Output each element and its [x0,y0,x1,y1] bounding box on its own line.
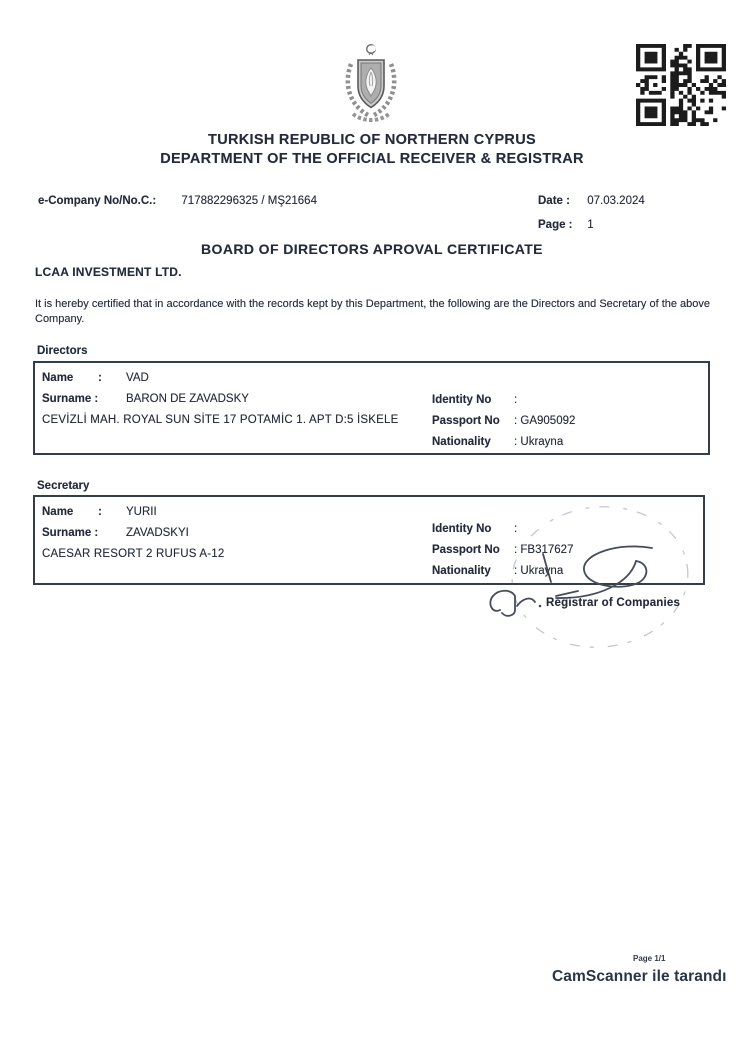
registrar-of-companies-label: Registrar of Companies [546,597,681,609]
directors-name-row [42,368,399,389]
date-value: 07.03.2024 [587,195,645,207]
surname-value: BARON DE ZAVADSKY [126,393,249,405]
date-row [538,195,645,207]
identity-value: : [514,394,518,406]
name-value: VAD [126,372,149,384]
name-colon: : [98,506,102,518]
name-value: YURII [126,506,157,518]
document-header [0,131,744,168]
name-label: Name [42,506,74,518]
secretary-name-row [42,502,224,523]
qr-code-icon [636,44,726,126]
nationality-value: : Ukrayna [514,436,564,448]
directors-passport-row [432,411,575,432]
identity-label: Identity No [432,394,492,406]
registrar-stamp-and-signature [460,490,744,670]
certification-text: It is hereby certified that in accordance with the records kept by this Department, the following are the Directors and Secretary of the above Company. [35,298,711,325]
page-indicator: Page 1/1 [633,954,666,963]
coat-of-arms-icon [341,42,401,128]
directors-identity-row [432,390,575,411]
secretary-left-column [42,502,224,565]
company-number-label: e-Company No/No.C.: [38,195,157,207]
nationality-label: Nationality [432,565,491,577]
nationality-value: : Ukrayna [514,565,564,577]
nationality-label: Nationality [432,436,491,448]
secretary-section-label: Secretary [37,480,90,492]
passport-label: Passport No [432,415,500,427]
page-row [538,219,594,231]
directors-nationality-row [432,432,575,453]
company-number-value: 717882296325 / MŞ21664 [181,195,317,207]
date-label: Date : [538,195,570,207]
directors-surname-row [42,389,399,410]
header-title-line1: TURKISH REPUBLIC OF NORTHERN CYPRUS [208,132,536,148]
secretary-address: CAESAR RESORT 2 RUFUS A-12 [42,548,225,560]
directors-right-column [432,390,575,453]
directors-address: CEVİZLİ MAH. ROYAL SUN SİTE 17 POTAMİC 1. APT D:5 İSKELE [42,414,399,426]
directors-info-box [33,361,710,455]
round-stamp-outline [505,498,695,656]
directors-left-column [42,368,399,431]
passport-value: : GA905092 [514,415,576,427]
identity-value: : [514,523,518,535]
surname-value: ZAVADSKYI [126,527,189,539]
certificate-title: BOARD OF DIRECTORS APROVAL CERTIFICATE [201,241,543,257]
header-title-line2: DEPARTMENT OF THE OFFICIAL RECEIVER & REGISTRAR [160,150,584,167]
identity-label: Identity No [432,523,492,535]
directors-section-label: Directors [37,345,88,357]
name-label: Name [42,372,74,384]
surname-label: Surname : [42,393,99,405]
company-number-row [38,195,317,207]
name-colon: : [98,372,102,384]
passport-value: : FB317627 [514,544,574,556]
surname-label: Surname : [42,527,99,539]
page-label: Page : [538,219,573,231]
passport-label: Passport No [432,544,500,556]
page-value: 1 [587,219,594,231]
secretary-surname-row [42,523,224,544]
company-name: LCAA INVESTMENT LTD. [35,265,182,279]
camscanner-watermark: CamScanner ile tarandı [552,968,727,985]
